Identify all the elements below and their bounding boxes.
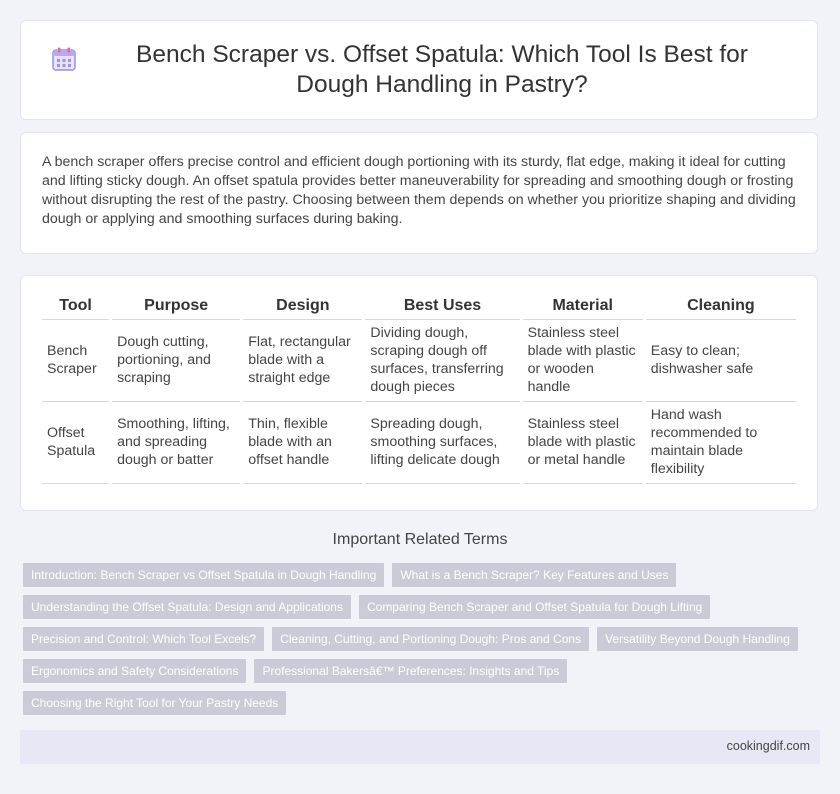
table-cell: Hand wash recommended to maintain blade flexibility xyxy=(646,402,796,484)
table-cell: Thin, flexible blade with an offset handle xyxy=(243,402,362,484)
table-cell: Spreading dough, smoothing surfaces, lifting delicate dough xyxy=(365,402,519,484)
intro-text: A bench scraper offers precise control and efficient dough portioning with its sturdy, flat edge, making it ideal for cutting and lifting sticky dough. An offset spatula provides better maneuverability for spreading and smoothing dough or frosting without disrupting the rest of the pastry. Choosing between them depends on whether you prioritize shaping and dividing dough or applying and smoothing surfaces during baking. xyxy=(42,154,796,227)
tag-row xyxy=(23,627,823,651)
column-header: Cleaning xyxy=(646,294,796,320)
table-cell: Smoothing, lifting, and spreading dough or batter xyxy=(112,402,240,484)
table-cell: Bench Scraper xyxy=(42,320,109,402)
related-term-tag[interactable]: Precision and Control: Which Tool Excels? xyxy=(23,627,264,651)
title-wrap xyxy=(51,40,787,100)
column-header: Design xyxy=(243,294,362,320)
title-card xyxy=(20,20,818,120)
comparison-table-card xyxy=(20,275,818,511)
related-term-tag[interactable]: Ergonomics and Safety Considerations xyxy=(23,659,246,683)
column-header: Material xyxy=(523,294,643,320)
tag-row xyxy=(23,563,823,587)
tag-row xyxy=(23,659,823,683)
table-cell: Stainless steel blade with plastic or metal handle xyxy=(523,402,643,484)
related-terms-tags xyxy=(23,563,823,723)
table-header-row xyxy=(42,294,796,320)
related-term-tag[interactable]: Understanding the Offset Spatula: Design and Applications xyxy=(23,595,351,619)
table-cell: Stainless steel blade with plastic or wooden handle xyxy=(523,320,643,402)
column-header: Best Uses xyxy=(365,294,519,320)
related-term-tag[interactable]: Professional Bakersâ€™ Preferences: Insights and Tips xyxy=(254,659,567,683)
table-cell: Flat, rectangular blade with a straight edge xyxy=(243,320,362,402)
table-row xyxy=(42,402,796,484)
related-terms-title: Important Related Terms xyxy=(332,531,508,548)
related-term-tag[interactable]: What is a Bench Scraper? Key Features and Uses xyxy=(392,563,676,587)
related-term-tag[interactable]: Versatility Beyond Dough Handling xyxy=(597,627,798,651)
tag-row xyxy=(23,595,823,619)
related-term-tag[interactable]: Comparing Bench Scraper and Offset Spatula for Dough Lifting xyxy=(359,595,710,619)
intro-card xyxy=(20,132,818,254)
related-term-tag[interactable]: Choosing the Right Tool for Your Pastry Needs xyxy=(23,691,286,715)
related-term-tag[interactable]: Introduction: Bench Scraper vs Offset Spatula in Dough Handling xyxy=(23,563,384,587)
column-header: Purpose xyxy=(112,294,240,320)
comparison-table xyxy=(39,294,799,484)
page-title: Bench Scraper vs. Offset Spatula: Which Tool Is Best for Dough Handling in Pastry? xyxy=(136,41,748,98)
table-cell: Dividing dough, scraping dough off surfaces, transferring dough pieces xyxy=(365,320,519,402)
column-header: Tool xyxy=(42,294,109,320)
calendar-icon xyxy=(51,46,77,72)
related-term-tag[interactable]: Cleaning, Cutting, and Portioning Dough: Pros and Cons xyxy=(272,627,589,651)
table-cell: Dough cutting, portioning, and scraping xyxy=(112,320,240,402)
footer xyxy=(20,730,820,764)
tag-row xyxy=(23,691,823,715)
table-cell: Offset Spatula xyxy=(42,402,109,484)
footer-site-link[interactable]: cookingdif.com xyxy=(726,739,810,753)
table-row xyxy=(42,320,796,402)
table-cell: Easy to clean; dishwasher safe xyxy=(646,320,796,402)
